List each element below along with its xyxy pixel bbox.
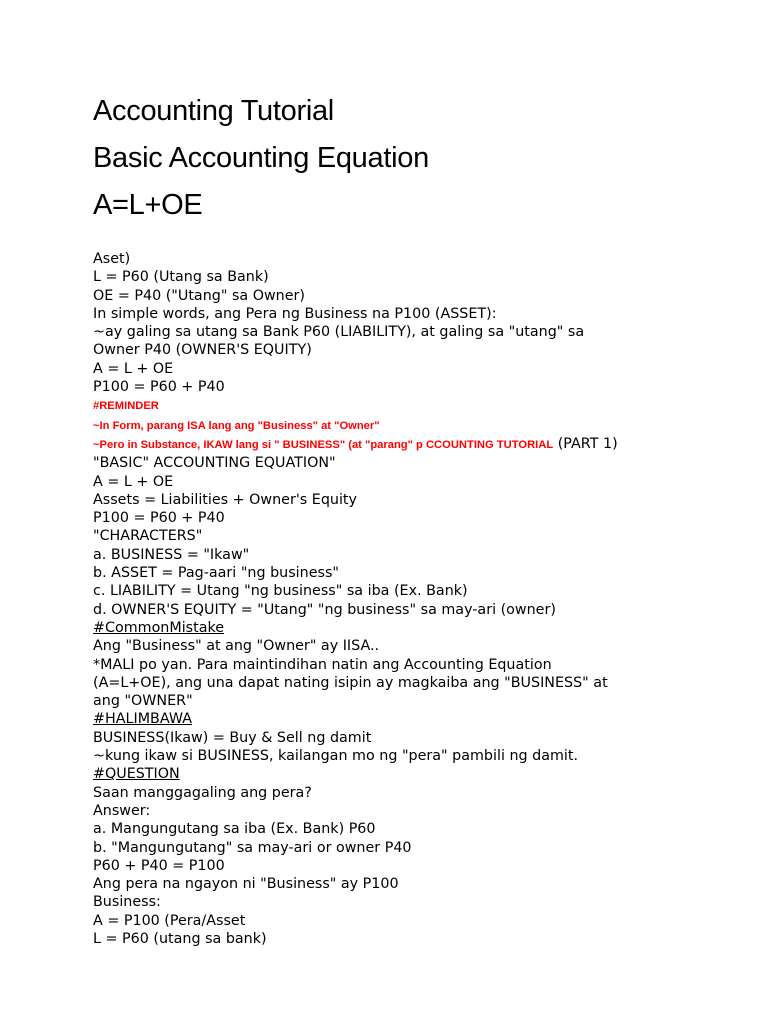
text-line	[93, 765, 768, 783]
text-line: In simple words, ang Pera ng Business na P100 (ASSET):	[93, 305, 497, 322]
text-line: OE = P40 ("Utang" sa Owner)	[93, 287, 305, 304]
text-line: ~kung ikaw si BUSINESS, kailangan mo ng "pera" pambili ng damit.	[93, 748, 579, 765]
text-line: Saan manggagaling ang pera?	[93, 784, 312, 801]
text-line: Aset)	[93, 251, 131, 267]
text-line: "CHARACTERS"	[93, 528, 203, 545]
text-line: "BASIC" ACCOUNTING EQUATION"	[93, 455, 336, 472]
text-line: d. OWNER'S EQUITY = "Utang" "ng business" sa may-ari (owner)	[93, 601, 556, 618]
title-line-2: Basic Accounting Equation	[93, 142, 429, 174]
section-heading: #QUESTION	[93, 766, 180, 783]
text-line: BUSINESS(Ikaw) = Buy & Sell ng damit	[93, 729, 372, 746]
text-line: A = P100 (Pera/Asset	[93, 912, 246, 929]
text-line: ang "OWNER"	[93, 693, 193, 710]
text-line: Assets = Liabilities + Owner's Equity	[93, 491, 357, 508]
text-line	[93, 416, 768, 435]
text-line: Ang "Business" at ang "Owner" ay IISA..	[93, 638, 380, 655]
text-line: b. ASSET = Pag-aari "ng business"	[93, 565, 339, 582]
text-line: Ang pera na ngayon ni "Business" ay P100	[93, 876, 399, 893]
text-line	[93, 710, 768, 728]
text-line	[93, 396, 768, 415]
part-label: (PART 1)	[553, 435, 618, 452]
reminder-text: #REMINDER	[93, 400, 159, 413]
text-line: P60 + P40 = P100	[93, 857, 225, 874]
section-heading: #CommonMistake	[93, 619, 225, 636]
text-line: L = P60 (Utang sa Bank)	[93, 269, 269, 286]
text-line: (A=L+OE), ang una dapat nating isipin ay magkaiba ang "BUSINESS" at	[93, 674, 608, 691]
text-line: Business:	[93, 894, 161, 911]
text-line	[93, 435, 768, 454]
text-line: a. BUSINESS = "Ikaw"	[93, 546, 250, 563]
reminder-text: ~Pero in Substance, IKAW lang si " BUSINESS" (at "parang" p CCOUNTING TUTORIAL	[93, 438, 554, 451]
text-line: P100 = P60 + P40	[93, 379, 225, 396]
text-line: b. "Mangungutang" sa may-ari or owner P40	[93, 839, 412, 856]
text-line: a. Mangungutang sa iba (Ex. Bank) P60	[93, 821, 376, 838]
document-body	[93, 250, 768, 948]
title-line-3: A=L+OE	[93, 189, 203, 221]
document-title	[93, 88, 768, 229]
text-line: L = P60 (utang sa bank)	[93, 930, 267, 947]
text-line: Answer:	[93, 802, 151, 819]
text-line: c. LIABILITY = Utang "ng business" sa iba (Ex. Bank)	[93, 583, 468, 600]
text-line: P100 = P60 + P40	[93, 510, 225, 527]
text-line: Owner P40 (OWNER'S EQUITY)	[93, 342, 312, 359]
text-line	[93, 619, 768, 637]
text-line: A = L + OE	[93, 360, 174, 377]
text-line: ~ay galing sa utang sa Bank P60 (LIABILITY), at galing sa "utang" sa	[93, 324, 585, 341]
text-line: A = L + OE	[93, 473, 174, 490]
text-line: *MALI po yan. Para maintindihan natin ang Accounting Equation	[93, 656, 552, 673]
section-heading: #HALIMBAWA	[93, 711, 192, 728]
title-line-1: Accounting Tutorial	[93, 95, 334, 127]
reminder-text: ~In Form, parang ISA lang ang "Business" at "Owner"	[93, 419, 380, 432]
